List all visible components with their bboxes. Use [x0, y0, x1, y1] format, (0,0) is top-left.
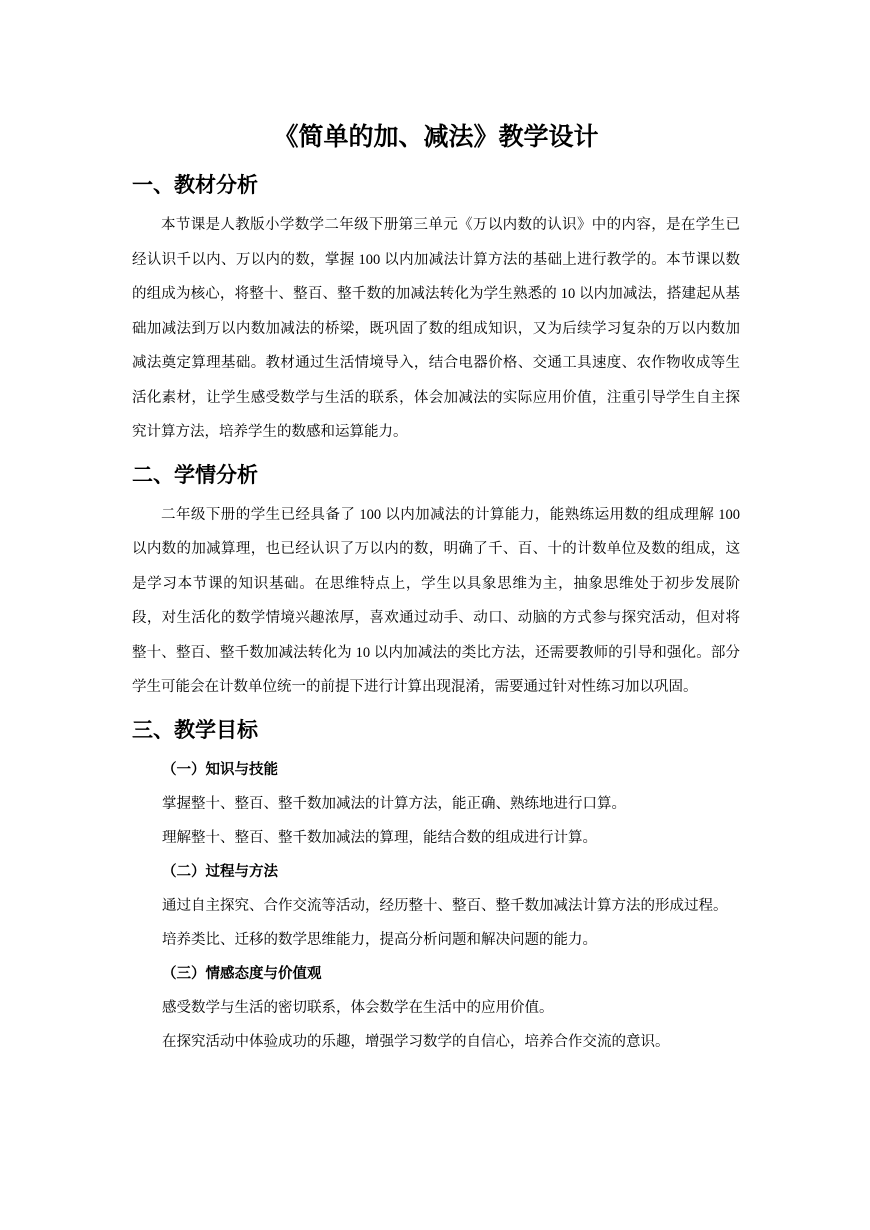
- subsection-heading-knowledge-skills: （一）知识与技能: [162, 761, 278, 778]
- section-paragraph-textbook-analysis: 本节课是人教版小学数学二年级下册第三单元《万以内数的认识》中的内容，是在学生已经认识千以内、万以内的数，掌握 100 以内加减法计算方法的基础上进行教学的。本节课以数的组成为核心，将整十、整百、整千数的加减法转化为学生熟悉的 10 以内加减法，搭建起从基础加减法到万以内数加减法的桥梁，既巩固了数的组成知识，又为后续学习复杂的万以内数加减法奠定算理基础。教材通过生活情境导入，结合电器价格、交通工具速度、农作物收成等生活化素材，让学生感受数学与生活的联系，体会加减法的实际应用价值，注重引导学生自主探究计算方法，培养学生的数感和运算能力。: [132, 217, 740, 440]
- goal-item: 在探究活动中体验成功的乐趣，增强学习数学的自信心，培养合作交流的意识。: [162, 1033, 670, 1050]
- section-paragraph-student-analysis: 二年级下册的学生已经具备了 100 以内加减法的计算能力，能熟练运用数的组成理解 100 以内数的加减算理，也已经认识了万以内的数，明确了千、百、十的计数单位及数的组成，这是学习本节课的知识基础。在思维特点上，学生以具象思维为主，抽象思维处于初步发展阶段，对生活化的数学情境兴趣浓厚，喜欢通过动手、动口、动脑的方式参与探究活动，但对将整十、整百、整千数加减法转化为 10 以内加减法的类比方法，还需要教师的引导和强化。部分学生可能会在计数单位统一的前提下进行计算出现混淆，需要通过针对性练习加以巩固。: [132, 506, 740, 695]
- goal-item: 通过自主探究、合作交流等活动，经历整十、整百、整千数加减法计算方法的形成过程。: [162, 897, 728, 914]
- document-page: [132, 104, 740, 1059]
- subsection-heading-process-method: （二）过程与方法: [162, 863, 278, 880]
- goal-item: 感受数学与生活的密切联系，体会数学在生活中的应用价值。: [162, 999, 554, 1016]
- goal-item: 培养类比、迁移的数学思维能力，提高分析问题和解决问题的能力。: [162, 931, 597, 948]
- section-heading-student-analysis: 二、学情分析: [132, 463, 258, 487]
- goal-item: 理解整十、整百、整千数加减法的算理，能结合数的组成进行计算。: [162, 829, 597, 846]
- subsection-heading-emotion-values: （三）情感态度与价值观: [162, 965, 322, 982]
- section-heading-textbook-analysis: 一、教材分析: [132, 174, 258, 197]
- document-title: 《简单的加、减法》教学设计: [273, 124, 599, 151]
- goal-item: 掌握整十、整百、整千数加减法的计算方法，能正确、熟练地进行口算。: [162, 795, 626, 812]
- section-heading-teaching-goals: 三、教学目标: [132, 718, 258, 742]
